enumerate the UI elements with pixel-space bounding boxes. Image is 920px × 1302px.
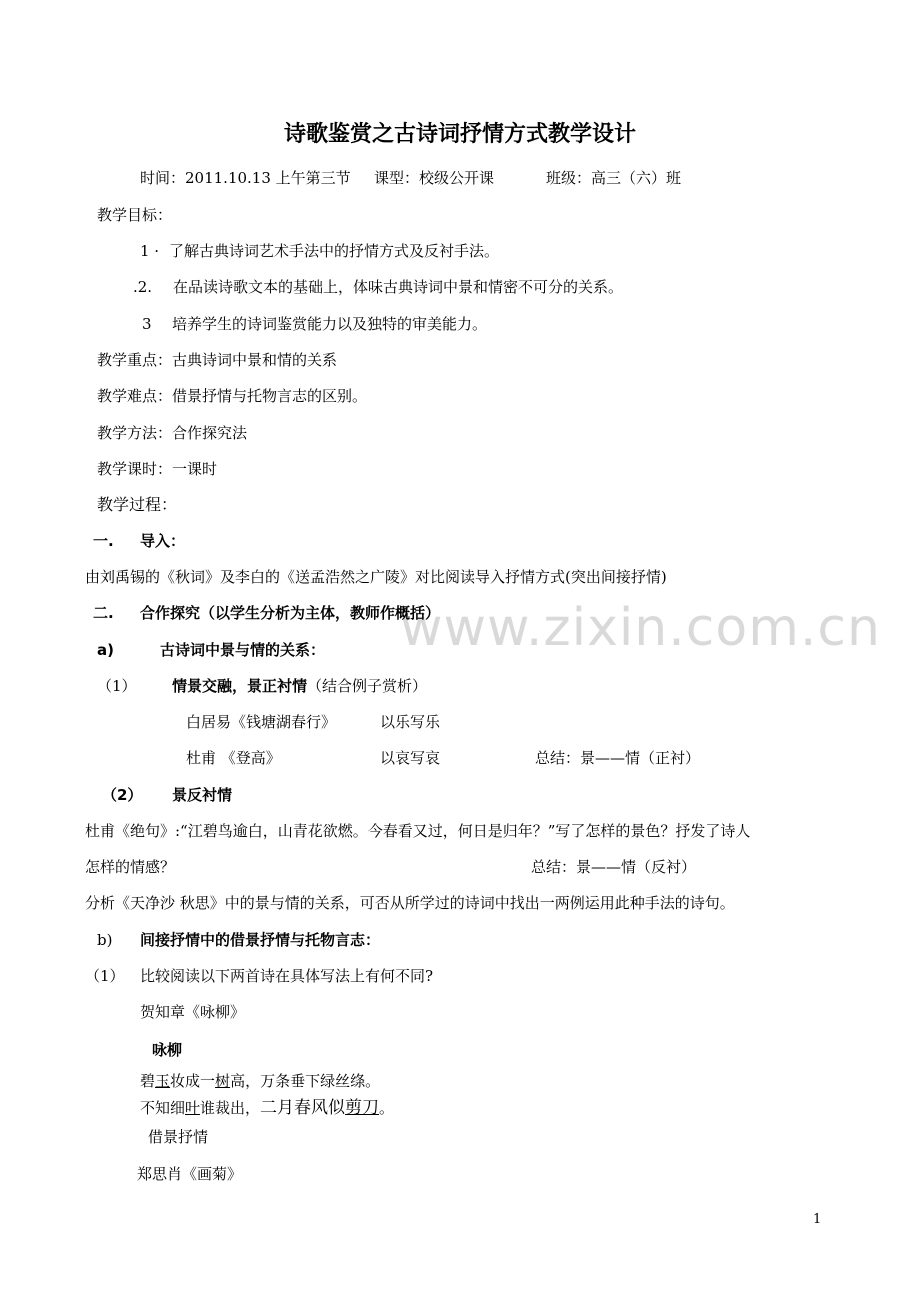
info-class: 班级：高三（六）班 xyxy=(546,169,682,187)
subsection-a-num: a) xyxy=(97,641,114,659)
page-title: 诗歌鉴赏之古诗词抒情方式教学设计 xyxy=(283,122,636,147)
goal-2-text: 在品读诗歌文本的基础上，体味古典诗词中景和情密不可分的关系。 xyxy=(173,278,624,296)
section-2-title: 合作探究（以学生分析为主体，教师作概括） xyxy=(140,604,441,622)
poem-1-line-1 xyxy=(140,1071,380,1091)
page-number: 1 xyxy=(813,1212,822,1227)
poem-text: 碧 xyxy=(140,1072,156,1090)
jueju-question-line-2: 怎样的情感？ xyxy=(85,858,176,876)
poem-text: 不知细 xyxy=(140,1099,186,1117)
summary-positive: 总结：景——情（正衬） xyxy=(535,749,701,767)
poem-1-line-2 xyxy=(140,1098,394,1118)
section-1-num: 一. xyxy=(93,532,114,550)
poem-text-underlined: 叶 xyxy=(185,1099,201,1117)
info-type: 课型：校级公开课 xyxy=(374,169,495,187)
point-1-heading xyxy=(172,676,427,696)
hours: 教学课时：一课时 xyxy=(97,460,218,478)
question-1-num: （1） xyxy=(85,967,125,985)
poem-1-title: 咏柳 xyxy=(152,1041,183,1059)
point-2-num: （2） xyxy=(102,786,143,804)
key-point: 教学重点：古典诗词中景和情的关系 xyxy=(97,351,338,369)
info-time: 时间：2011.10.13 上午第三节 xyxy=(140,169,351,187)
goals-label: 教学目标： xyxy=(97,206,173,224)
poem-text: 妆成一 xyxy=(170,1072,216,1090)
difficulty: 教学难点：借景抒情与托物言志的区别。 xyxy=(97,387,368,405)
question-1-text: 比较阅读以下两首诗在具体写法上有何不同? xyxy=(140,967,434,985)
analysis-text: 分析《天净沙 秋思》中的景与情的关系，可否从所学过的诗词中找出一两例运用此种手法的诗句。 xyxy=(85,894,735,912)
goal-2-num: .2. xyxy=(133,278,153,296)
point-1-num: （1） xyxy=(97,677,137,695)
point-1-title: 情景交融，景正衬情 xyxy=(172,677,308,695)
process-label: 教学过程： xyxy=(97,495,178,514)
intro-text: 由刘禹锡的《秋词》及李白的《送孟浩然之广陵》对比阅读导入抒情方式(突出间接抒情) xyxy=(85,568,667,586)
example-1-work: 白居易《钱塘湖春行》 xyxy=(186,713,337,731)
subsection-b-title: 间接抒情中的借景抒情与托物言志： xyxy=(140,931,381,949)
poem-text: 高，万条垂下绿丝绦。 xyxy=(230,1072,381,1090)
example-1-desc: 以乐写乐 xyxy=(380,713,441,731)
watermark: www.zixin.com.cn xyxy=(400,598,881,658)
example-2-work: 杜甫 《登高》 xyxy=(186,749,281,767)
goal-1-num: 1 · xyxy=(140,242,160,260)
subsection-a-title: 古诗词中景与情的关系： xyxy=(160,641,326,659)
point-2-title: 景反衬情 xyxy=(172,786,233,804)
subsection-b-num: b) xyxy=(97,931,113,949)
poem-text: 二月春风似 xyxy=(260,1098,346,1118)
point-1-note: （结合例子赏析） xyxy=(307,677,428,695)
goal-3-num: 3 xyxy=(142,315,152,333)
summary-contrast: 总结：景——情（反衬） xyxy=(531,858,697,876)
poem-text: 。 xyxy=(379,1099,395,1117)
poem-1-note: 借景抒情 xyxy=(148,1128,209,1146)
poem-1-author: 贺知章《咏柳》 xyxy=(140,1003,246,1021)
jueju-question-line-1: 杜甫《绝句》:“江碧鸟逾白，山青花欲燃。今春看又过，何日是归年？”写了怎样的景色？抒发了诗人 xyxy=(85,822,751,840)
poem-2-author: 郑思肖《画菊》 xyxy=(137,1165,243,1183)
section-1-title: 导入： xyxy=(140,532,186,550)
goal-3-text: 培养学生的诗词鉴赏能力以及独特的审美能力。 xyxy=(172,315,488,333)
goal-1-text: 了解古典诗词艺术手法中的抒情方式及反衬手法。 xyxy=(169,242,500,260)
example-2-desc: 以哀写哀 xyxy=(380,749,441,767)
poem-text-underlined: 玉 xyxy=(155,1072,171,1090)
poem-text-underlined: 剪刀 xyxy=(345,1098,380,1118)
section-2-num: 二. xyxy=(93,604,114,622)
poem-text-underlined: 树 xyxy=(215,1072,231,1090)
method: 教学方法：合作探究法 xyxy=(97,424,248,442)
poem-text: 谁裁出， xyxy=(200,1099,261,1117)
